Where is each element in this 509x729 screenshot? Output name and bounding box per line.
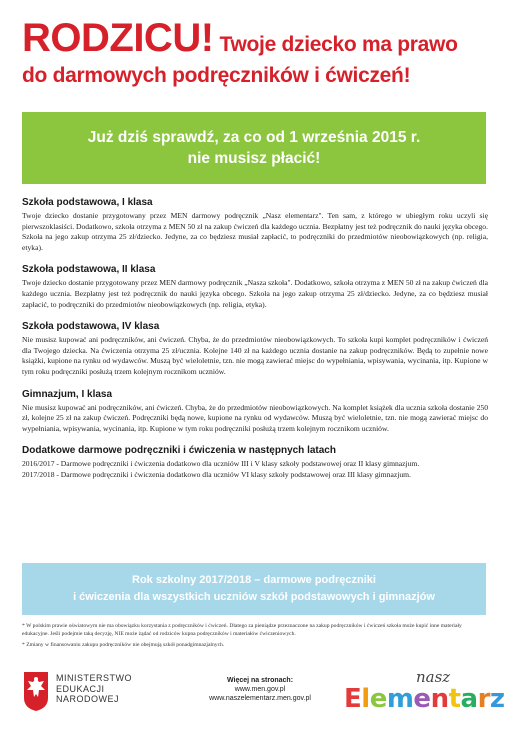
logo-letter: r [477,684,490,714]
logo-letter: z [489,684,505,714]
logo-nasz: nasz [416,668,451,686]
logo-letter: a [460,684,478,714]
additional-line2: 2017/2018 - Darmowe podręczniki i ćwiczenia dodatkowo dla uczniów VI klasy szkoły podstawowej oraz III klasy gimnazjum. [22,469,411,479]
footnote-1: * W polskim prawie oświatowym nie ma obowiązku korzystania z podręczników i ćwiczeń. Dlatego za pieniądze przeznaczone na zakup podręczników i ćwiczeń szkoła może kupić inne materiały edukacyjne. Jeśli podejmie taką decyzję, NIE może żądać od rodziców kupna podręczników i materiałów ćwiczeniowych. [22,623,462,637]
section-text: Nie musisz kupować ani podręczników, ani ćwiczeń. Chyba, że do przedmiotów nieobowiązkowych. To szkoła kupi komplet podręczników i ćwiczeń dla Twojego dziecka. Na ćwiczenia otrzyma 25 zł/ucznia. Kolejne 140 zł na każdego ucznia dostanie na zakup podręczników. Będą to zupełnie nowe książki, kupione na rynku od wydawców. Muszą być wieloletnie, tzn. nie mogą zawierać miejsc do wypełniania, wpisywania, wycinania, itp. Kupione w tym roku podręczniki posłużą trzem kolejnym rocznikom uczniów. [22,335,488,376]
ministry-line2: EDUKACJI [56,683,105,694]
section-text: Twoje dziecko dostanie przygotowany przez MEN darmowy podręcznik „Nasza szkoła". Dodatkowo, szkoła otrzyma z MEN 50 zł na zakup ćwiczeń dla każdego ucznia. Bezpłatny jest też podręcznik do nauki języka obcego. Szkoła na jego zakup otrzyma 25 zł/dziecko. Jedyne, za co będziesz musiał zapłacić, to podręczniki do przedmiotów nieobowiązkowych (np. religia, etyka). [22,278,488,309]
footer [22,668,505,722]
logo-letter: e [369,684,387,714]
section-text: Twoje dziecko dostanie przygotowany przez MEN darmowy podręcznik „Nasz elementarz". Ten sam, z którego w ubiegłym roku uczyli się pierwszoklasiści. Dodatkowo, szkoła otrzyma z MEN 50 zł na zakup ćwiczeń dla każdego ucznia. Bezpłatny jest też podręcznik do nauki języka obcego. Szkoła na jego zakup otrzyma 25 zł/dziecko. Jedyne, za co będziesz musiał zapłacić, to podręczniki do przedmiotów nieobowiązkowych (np. religia, etyka). [22,211,488,252]
subtitle-line2: do darmowych podręczników i ćwiczeń! [22,64,411,87]
url-men[interactable]: www.men.gov.pl [234,686,286,693]
green-banner-line2: nie musisz płacić! [187,150,321,167]
logo-letter: n [430,684,449,714]
blue-banner-line1: Rok szkolny 2017/2018 – darmowe podręczniki [132,574,376,586]
green-banner [22,112,486,184]
section-grade4 [22,321,488,377]
section-grade2 [22,264,488,310]
logo-letter: m [386,684,414,714]
section-additional [22,445,488,480]
blue-banner-line2: i ćwiczenia dla wszystkich uczniów szkół podstawowych i gimnazjów [73,591,435,603]
more-title: Więcej na stronach: [226,677,294,684]
additional-line1: 2016/2017 - Darmowe podręczniki i ćwiczenia dodatkowo dla uczniów III i V klasy szkoły podstawowej oraz II klasy gimnazjum. [22,459,420,469]
footnote-2: * Zmiany w finansowaniu zakupu podręczników nie obejmują szkół ponadgimnazjalnych. [22,642,225,648]
header [22,18,492,88]
green-banner-line1: Już dziś sprawdź, za co od 1 września 2015 r. [87,129,421,146]
main-title: RODZICU! [22,16,214,60]
section-text: Nie musisz kupować ani podręczników, ani ćwiczeń. Chyba, że do przedmiotów nieobowiązkowych. Na komplet książek dla ucznia szkoła dostanie 250 zł, kolejne 25 zł na zakup ćwiczeń. Podręczniki będą nowe, kupione na rynku od wydawców. Muszą być wieloletnie, tzn. nie mogą zawierać miejsc do wypełniania, wpisywania, wycinania, itp. Kupione w tym roku podręczniki posłużą trzem kolejnym rocznikom uczniów. [22,402,488,433]
ministry-name [56,673,132,705]
section-heading: Szkoła podstawowa, IV klasa [22,321,160,333]
title-line [22,18,492,58]
logo-word [344,684,505,714]
section-gimnazjum [22,389,488,435]
section-heading: Szkoła podstawowa, I klasa [22,197,153,208]
logo-letter: E [344,684,362,714]
ministry-line1: MINISTERSTWO [56,673,132,683]
section-heading: Gimnazjum, I klasa [22,388,113,400]
section-heading: Dodatkowe darmowe podręczniki i ćwiczenia w następnych latach [22,445,336,457]
logo-letter: e [413,684,431,714]
section-grade1 [22,197,488,253]
content [22,197,488,492]
more-info [200,676,320,703]
url-naszelementarz[interactable]: www.naszelementarz.men.gov.pl [209,695,311,702]
ministry-line3: NARODOWEJ [56,694,119,704]
footnotes [22,622,488,652]
subtitle-line1: Twoje dziecko ma prawo [219,33,458,56]
logo-letter: l [361,684,370,714]
section-heading: Szkoła podstawowa, II klasa [22,264,156,276]
eagle-emblem-icon [22,670,50,712]
logo-letter: t [448,684,461,714]
nasz-elementarz-logo [344,668,505,720]
blue-banner [22,563,486,615]
